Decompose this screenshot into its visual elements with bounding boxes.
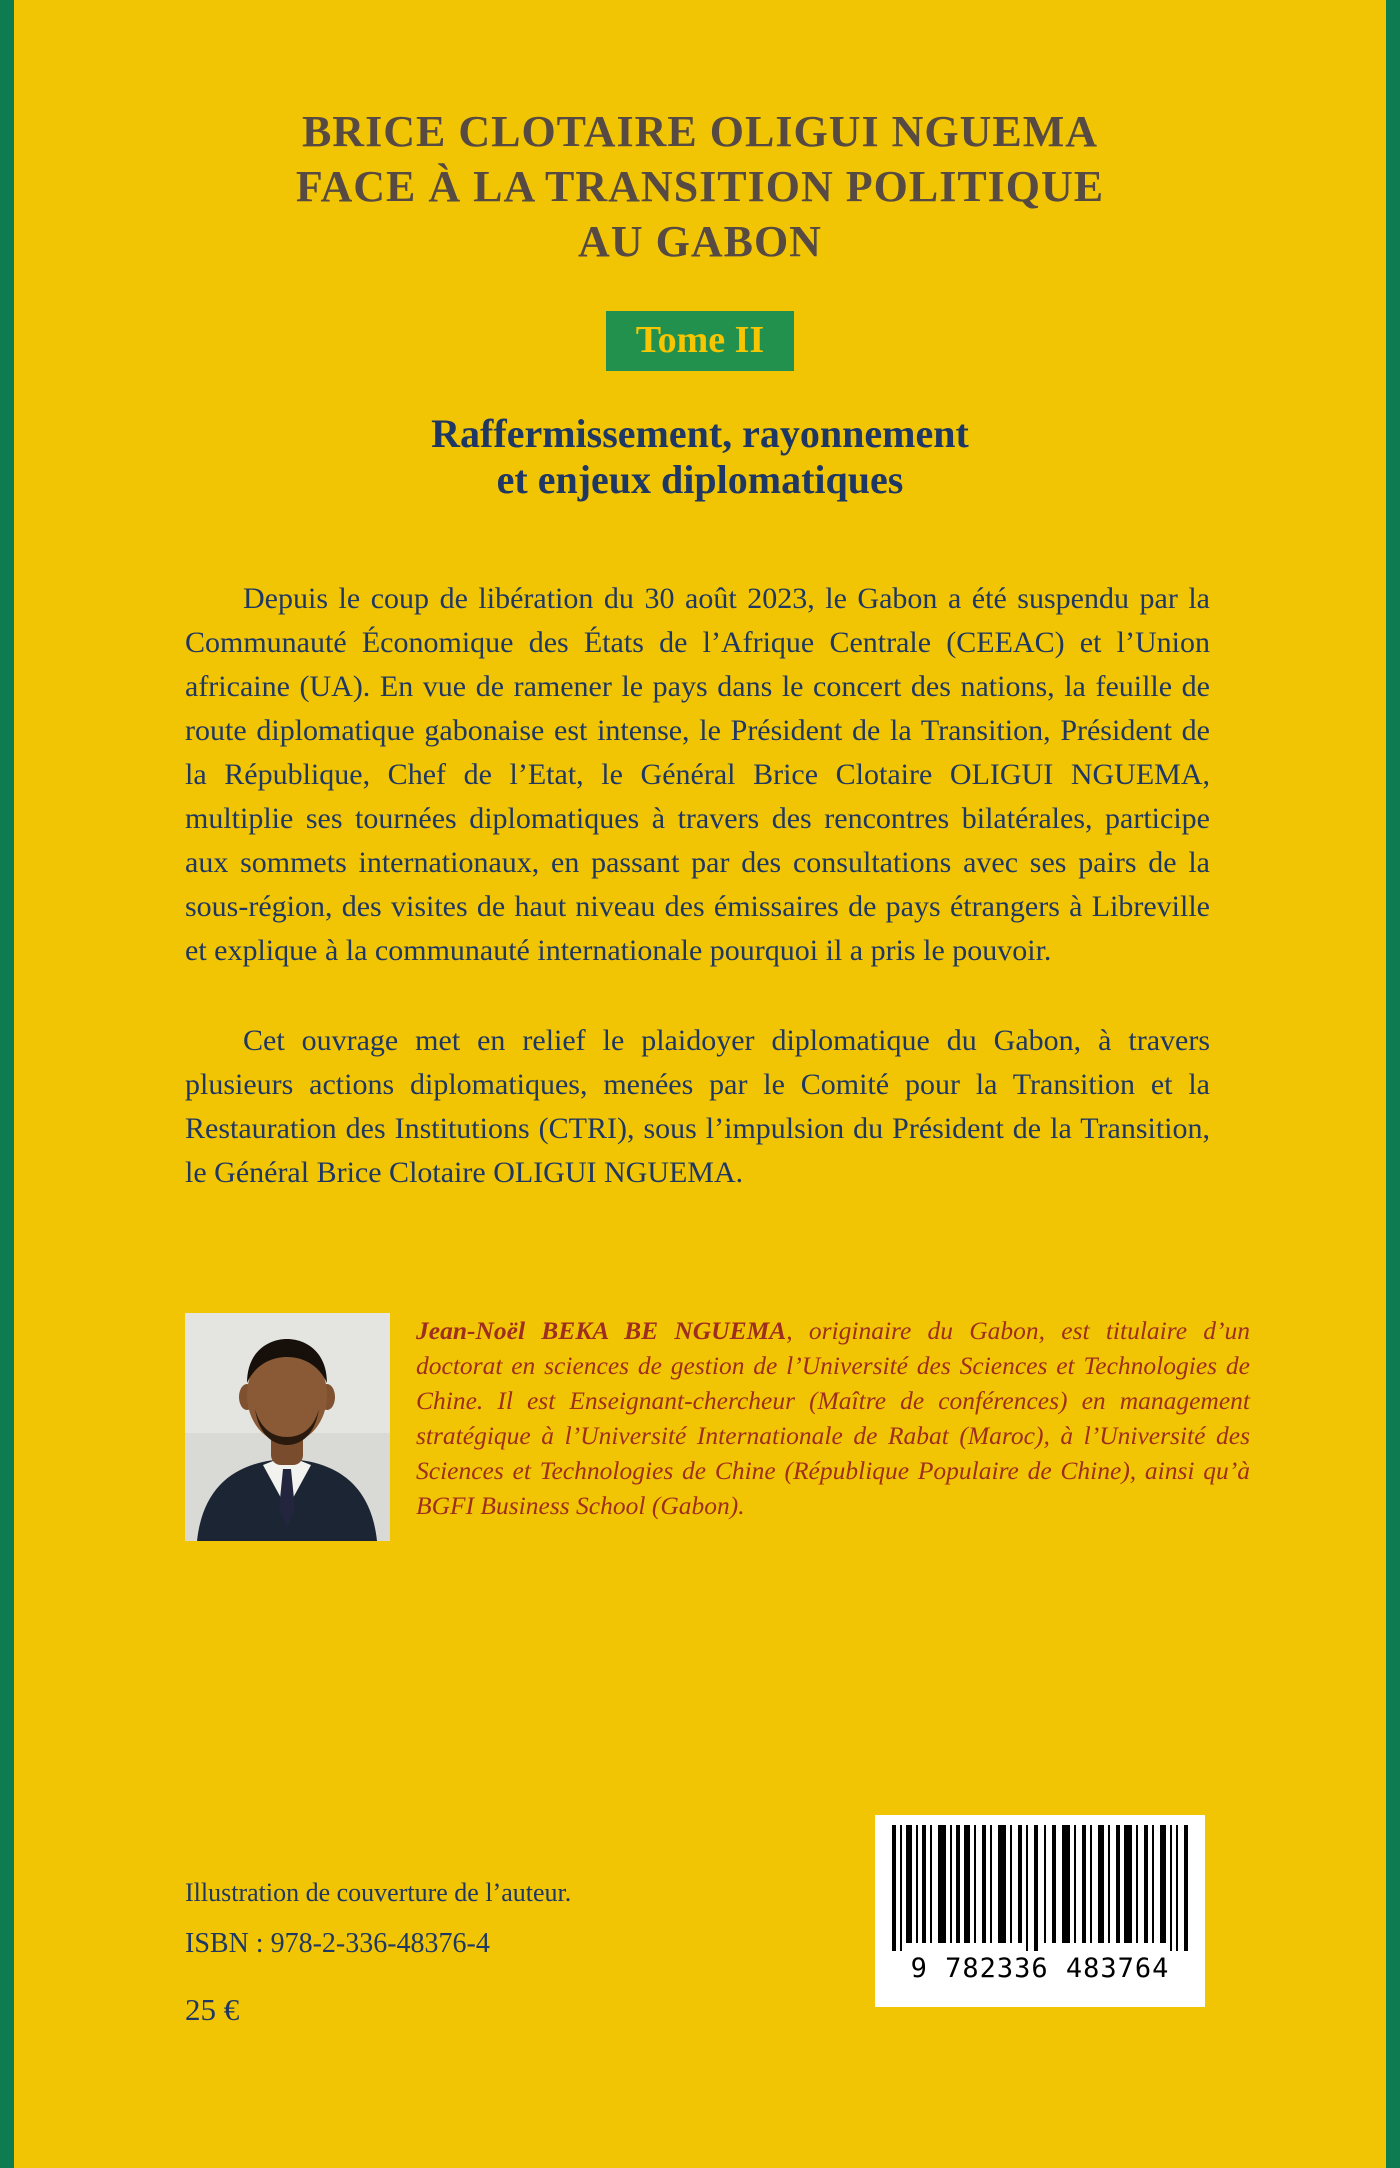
right-green-border (1386, 0, 1400, 2168)
barcode (875, 1815, 1205, 2007)
isbn: ISBN : 978-2-336-48376-4 (185, 1928, 490, 1959)
author-bio-body: , originaire du Gabon, est titulaire d’un doctorat en sciences de gestion de l’Université des Sciences et Technologies de Chine. Il est Enseignant-chercheur (Maître de conférences) en management stratégique à l’Université Internationale de Rabat (Maroc), à l’Université des Sciences et Technologies de Chine (République Populaire de Chine), ainsi qu’à BGFI Business School (Gabon). (416, 1316, 1250, 1520)
book-title (80, 104, 1320, 269)
book-subtitle-line-2: et enjeux diplomatiques (496, 457, 904, 502)
blurb-paragraph-2: Cet ouvrage met en relief le plaidoyer diplomatique du Gabon, à travers plusieurs actions diplomatiques, menées par le Comité pour la Transition et la Restauration des Institutions (CTRI), sous l’impulsion du Président de la Transition, le Général Brice Clotaire OLIGUI NGUEMA. (185, 1024, 1210, 1189)
barcode-bars-icon (892, 1825, 1188, 1951)
barcode-number: 9 782336 483764 (910, 1953, 1170, 1984)
tome-badge-wrap (0, 311, 1400, 371)
left-green-border (0, 0, 14, 2168)
tome-badge: Tome II (606, 311, 794, 371)
back-cover-blurb (185, 577, 1210, 1195)
book-subtitle (0, 411, 1400, 503)
book-title-line-1: BRICE CLOTAIRE OLIGUI NGUEMA (301, 107, 1099, 156)
book-title-line-2: FACE À LA TRANSITION POLITIQUE (295, 162, 1105, 211)
price: 25 € (185, 1992, 240, 2027)
illustration-credit: Illustration de couverture de l’auteur. (185, 1878, 572, 1907)
author-name: Jean-Noël BEKA BE NGUEMA (416, 1316, 787, 1345)
author-bio-section (185, 1313, 1250, 1541)
blurb-paragraph-1: Depuis le coup de libération du 30 août 2023, le Gabon a été suspendu par la Communauté Économique des États de l’Afrique Centrale (CEEAC) et l’Union africaine (UA). En vue de ramener le pays dans le concert des nations, la feuille de route diplomatique gabonaise est intense, le Président de la Transition, Président de la République, Chef de l’Etat, le Général Brice Clotaire OLIGUI NGUEMA, multiplie ses tournées diplomatiques à travers des rencontres bilatérales, participe aux sommets internationaux, en passant par des consultations avec ses pairs de la sous-région, des visites de haut niveau des émissaires de pays étrangers à Libreville et explique à la communauté internationale pourquoi il a pris le pouvoir. (185, 582, 1210, 967)
book-subtitle-line-1: Raffermissement, rayonnement (431, 411, 969, 456)
book-title-line-3: AU GABON (578, 217, 822, 266)
author-photo (185, 1313, 390, 1541)
author-bio-text (416, 1313, 1250, 1541)
